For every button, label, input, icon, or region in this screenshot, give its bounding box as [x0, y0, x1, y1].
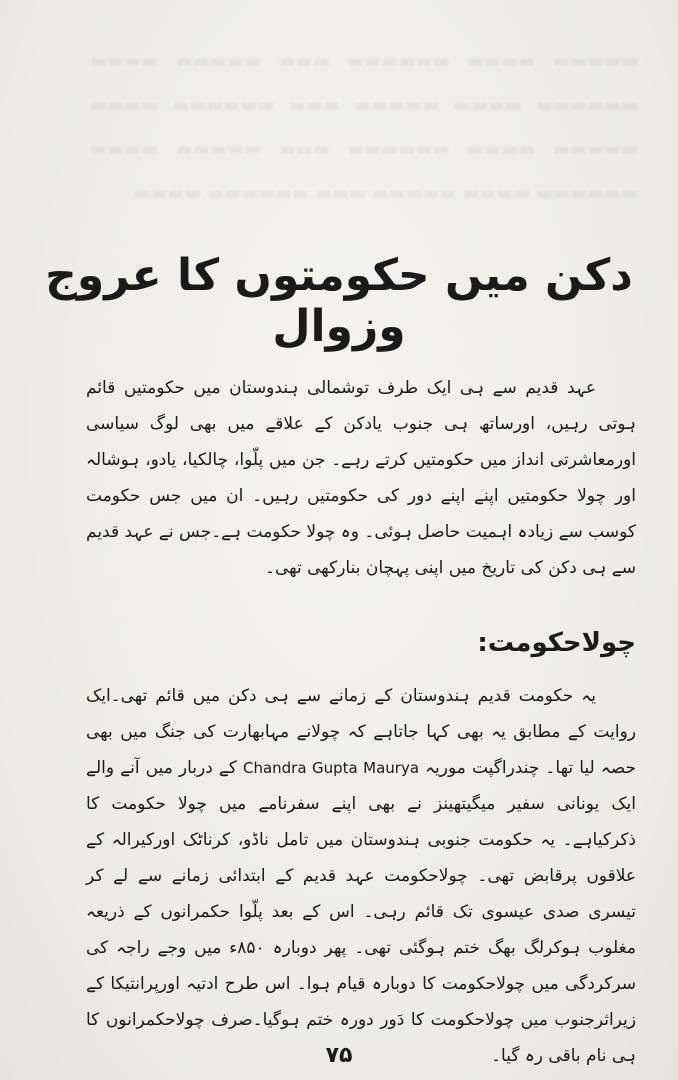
page-number: ۷۵ — [325, 1043, 353, 1068]
section-text-before-name: یہ حکومت قدیم ہندوستان کے زمانے سے ہی دکن میں قائم تھی۔ایک روایت کے مطابق یہ بھی کہا جاتاہے کہ چولانے مہابھارت کی جنگ میں بھی حصہ لیا تھا۔ چندراگپت موریہ — [86, 686, 636, 778]
latin-name: Chandra Gupta Maurya — [242, 759, 420, 777]
section-text-after-name: کے دربار میں آنے والے ایک یونانی سفیر میگیتھینز نے بھی اپنے سفرنامے میں چولا حکومت کا ذکرکیاہے۔ یہ حکومت جنوبی ہندوستان میں تامل ناڈو، کرناٹک اورکیرالہ کے علاقوں پرقابض تھی۔ چولاحکومت عہد قدیم کے ابتدائی زمانے سے لے کر تیسری صدی عیسوی تک قائم رہی۔ اس کے بعد پلّوا حکمرانوں کے ذریعہ مغلوب ہوکرلگ بھگ ختم ہوگئی تھی۔ پھر دوبارہ ۸۵۰ء میں وجے راجہ کی سرکردگی میں چولاحکومت کا دوبارہ قیام ہوا۔ اس طرح ادتیہ اورپرانتیکا کے زیراثرجنوب میں چولاحکومت کا دَور دورہ ختم ہوگیا۔صرف چولاحکمرانوں کا ہی نام باقی رہ گیا۔ — [86, 758, 636, 1066]
section-paragraph — [86, 678, 636, 1074]
intro-paragraph-text: عہد قدیم سے ہی ایک طرف توشمالی ہندوستان میں حکومتیں قائم ہوتی رہیں، اورساتھ ہی جنوب یادکن کے علاقے میں بھی لوگ سیاسی اورمعاشرتی انداز میں حکومتیں کرتے رہے۔ جن میں پلّوا، چالکیا، یادو، ہوشالہ اور چولا حکومتیں اپنے اپنے دور کی حکومتیں رہیں۔ ان میں جس حکومت کوسب سے زیادہ اہمیت حاصل ہوئی۔ وہ چولا حکومت ہے۔جس نے عہد قدیم سے ہی دکن کی تاریخ میں اپنی پہچان بنارکھی تھی۔ — [86, 378, 636, 578]
intro-paragraph — [86, 370, 636, 586]
chapter-title: دکن میں حکومتوں کا عروج وزوال — [45, 250, 633, 352]
bleed-through-texture: ▬▬▬▬▬ ▬▬▬▬ ▬▬▬▬▬▬ ▬▬▬ ▬▬▬▬▬ ▬▬▬▬ ▬▬▬▬▬▬ ▬▬▬▬ ▬▬▬▬▬ ▬▬▬ ▬▬▬▬▬▬ ▬▬▬▬ ▬▬▬▬▬ ▬▬▬▬ ▬▬▬▬▬▬ ▬▬▬ ▬▬▬▬▬ ▬▬▬▬ ▬▬▬▬▬▬ ▬▬▬▬ ▬▬▬▬▬ ▬▬▬ ▬▬▬▬▬▬ ▬▬▬▬ — [90, 51, 638, 204]
section-heading: چولاحکومت: — [477, 628, 636, 658]
